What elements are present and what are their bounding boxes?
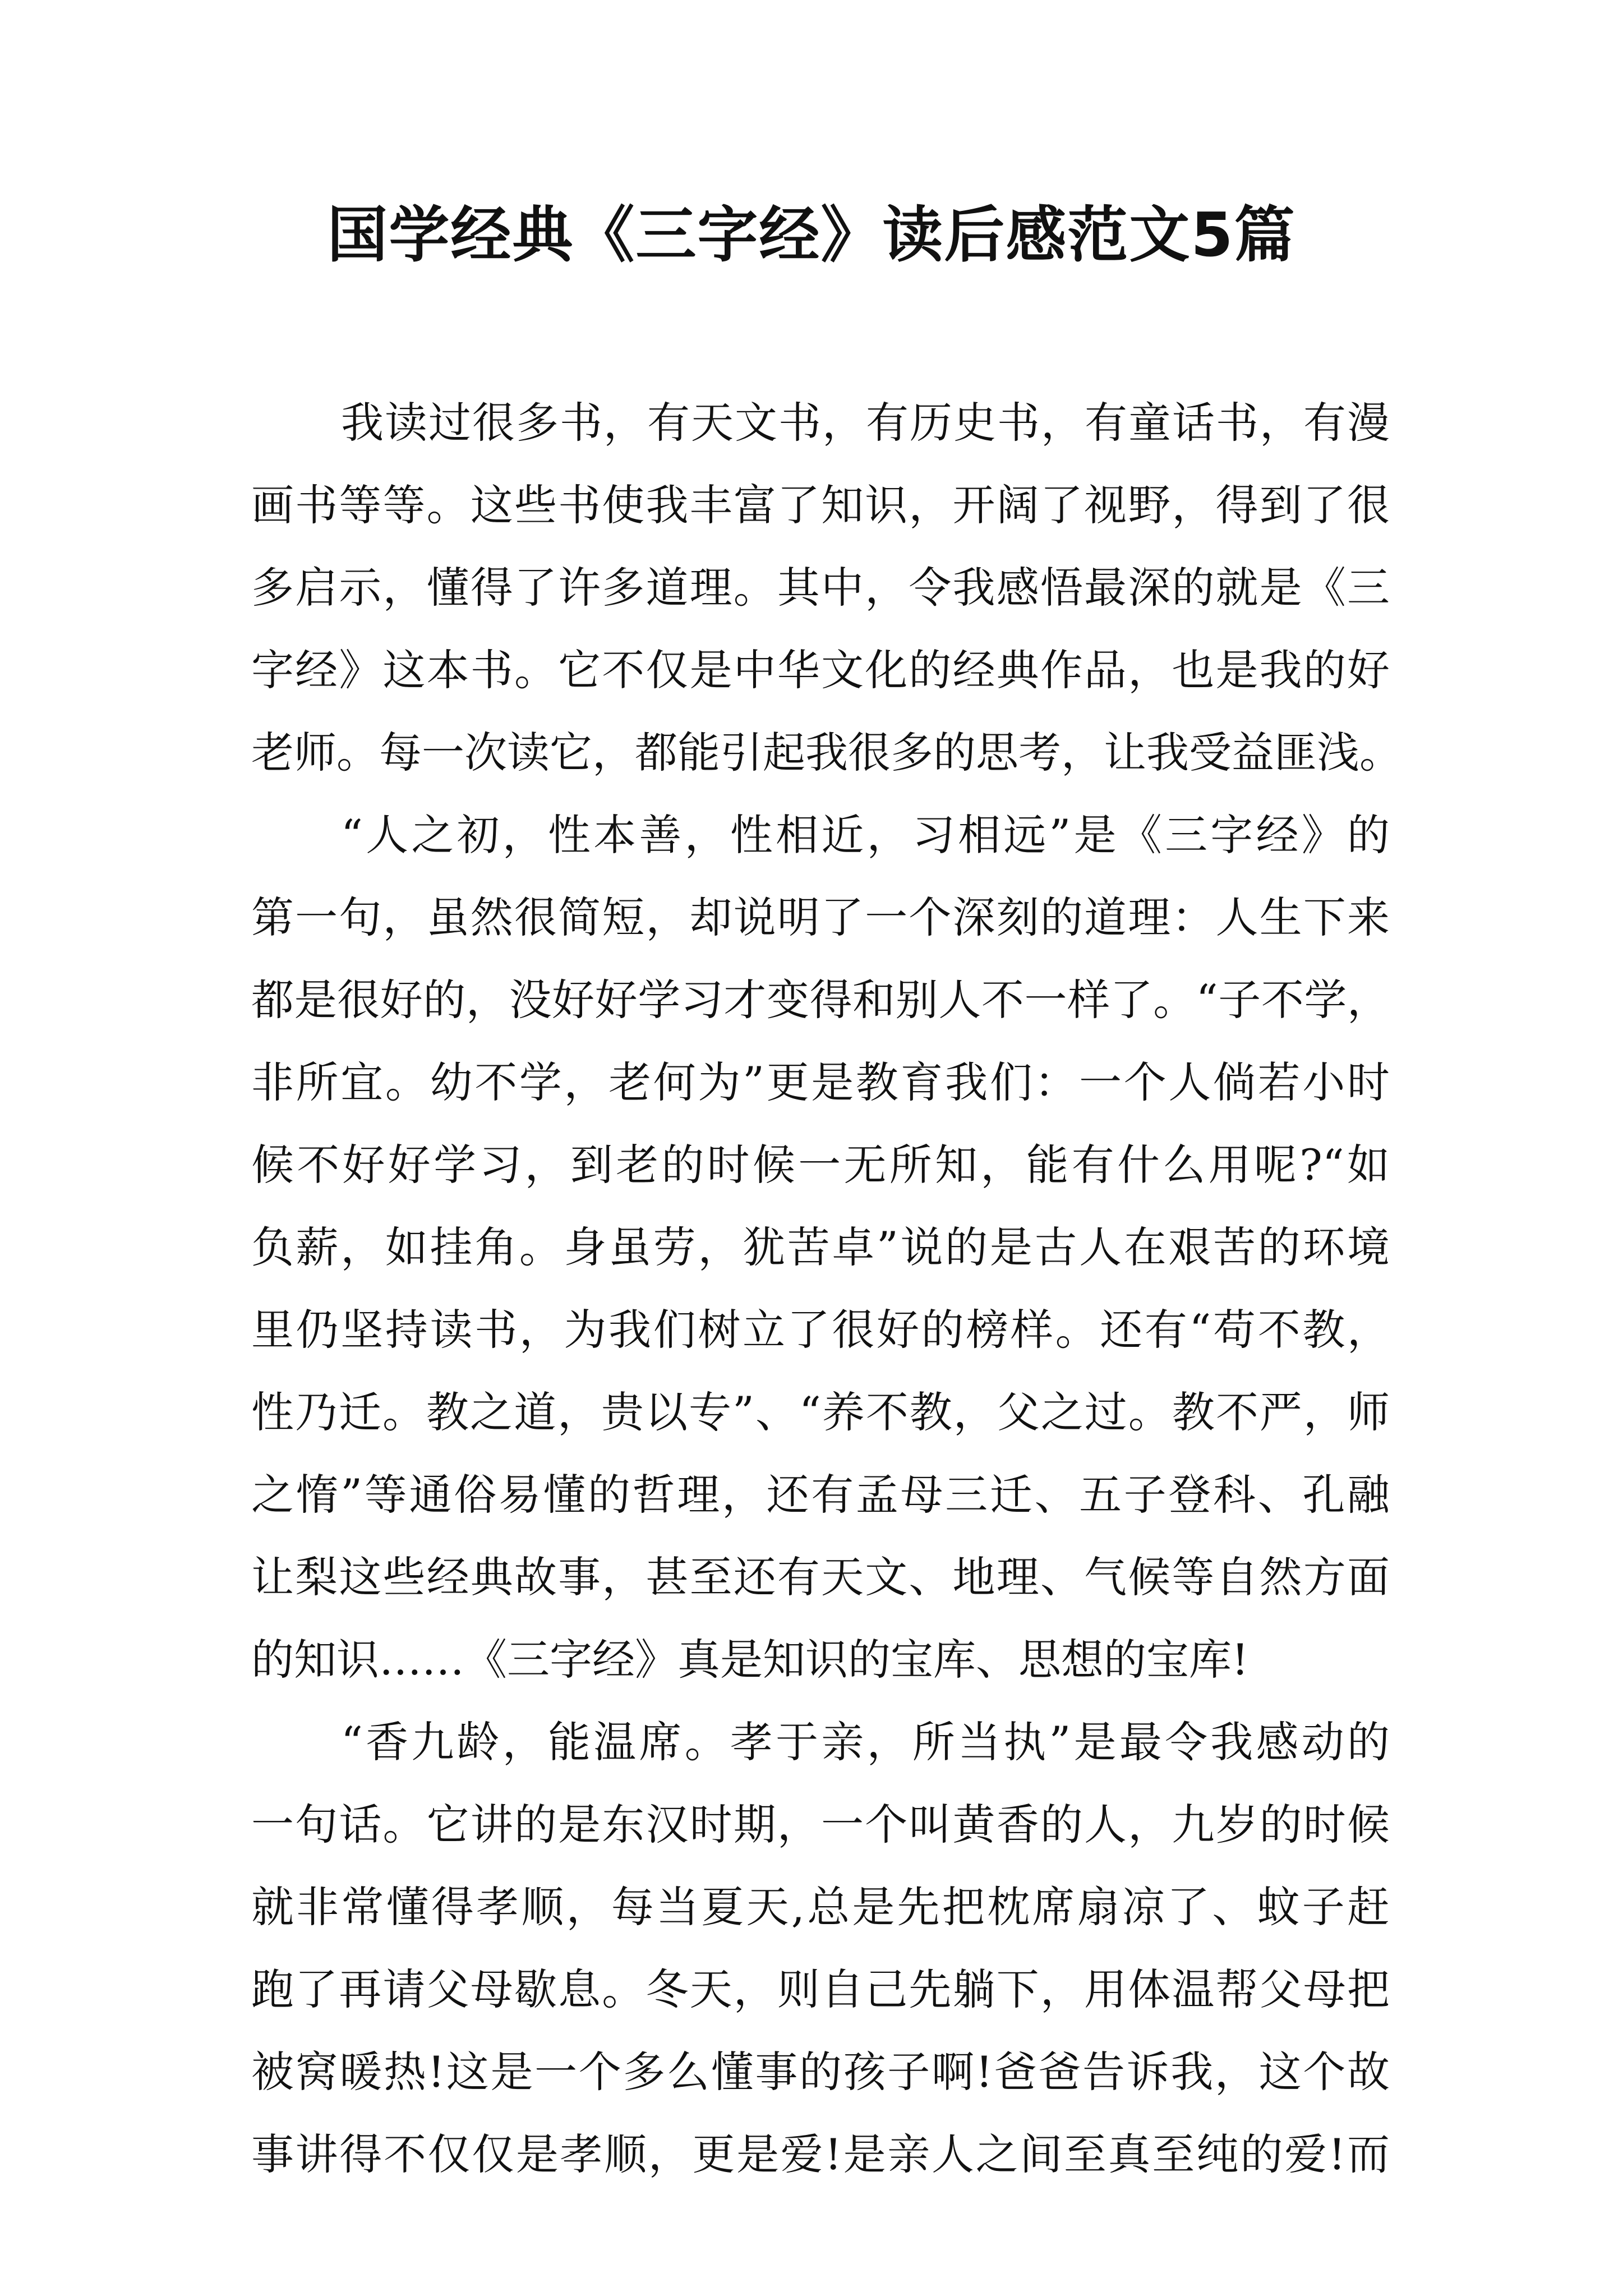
text-line: 字经》这本书。它不仅是中华文化的经典作品，也是我的好 — [251, 645, 1390, 695]
text-line: 多启示，懂得了许多道理。其中，令我感悟最深的就是《三 — [251, 563, 1390, 613]
text-line: 就非常懂得孝顺，每当夏天,总是先把枕席扇凉了、蚊子赶 — [251, 1882, 1390, 1932]
text-line: 被窝暖热!这是一个多么懂事的孩子啊!爸爸告诉我，这个故 — [251, 2047, 1390, 2097]
text-line: “香九龄，能温席。孝于亲，所当执”是最令我感动的 — [341, 1717, 1390, 1767]
document-title: 国学经典《三字经》读后感范文5篇 — [327, 200, 1296, 270]
document-body — [251, 381, 1402, 2196]
text-line: 我读过很多书，有天文书，有历史书，有童话书，有漫 — [341, 398, 1390, 448]
text-line: 一句话。它讲的是东汉时期，一个叫黄香的人，九岁的时候 — [251, 1800, 1390, 1849]
text-line: 老师。每一次读它，都能引起我很多的思考，让我受益匪浅。 — [251, 728, 1402, 777]
text-line: 性乃迁。教之道，贵以专”、“养不教，父之过。教不严，师 — [251, 1387, 1390, 1437]
text-line: 让梨这些经典故事，甚至还有天文、地理、气候等自然方面 — [251, 1552, 1390, 1602]
text-line: 候不好好学习，到老的时候一无所知，能有什么用呢?“如 — [251, 1140, 1390, 1190]
text-line: 跑了再请父母歇息。冬天，则自己先躺下，用体温帮父母把 — [251, 1964, 1390, 2014]
text-line: 里仍坚持读书，为我们树立了很好的榜样。还有“苟不教， — [251, 1305, 1390, 1355]
text-line: 都是很好的，没好好学习才变得和别人不一样了。“子不学， — [251, 975, 1390, 1025]
text-line: 负薪，如挂角。身虽劳，犹苦卓”说的是古人在艰苦的环境 — [251, 1222, 1390, 1272]
text-line: 之惰”等通俗易懂的哲理，还有孟母三迁、五子登科、孔融 — [251, 1470, 1390, 1520]
text-line: 事讲得不仅仅是孝顺，更是爱!是亲人之间至真至纯的爱!而 — [251, 2129, 1390, 2179]
text-line: 画书等等。这些书使我丰富了知识，开阔了视野，得到了很 — [251, 480, 1390, 530]
text-line: 第一句，虽然很简短，却说明了一个深刻的道理：人生下来 — [251, 892, 1390, 942]
text-line: 非所宜。幼不学，老何为”更是教育我们：一个人倘若小时 — [251, 1057, 1390, 1107]
text-line: “人之初，性本善，性相近，习相远”是《三字经》的 — [341, 810, 1390, 860]
text-line: 的知识……《三字经》真是知识的宝库、思想的宝库! — [251, 1635, 1249, 1685]
